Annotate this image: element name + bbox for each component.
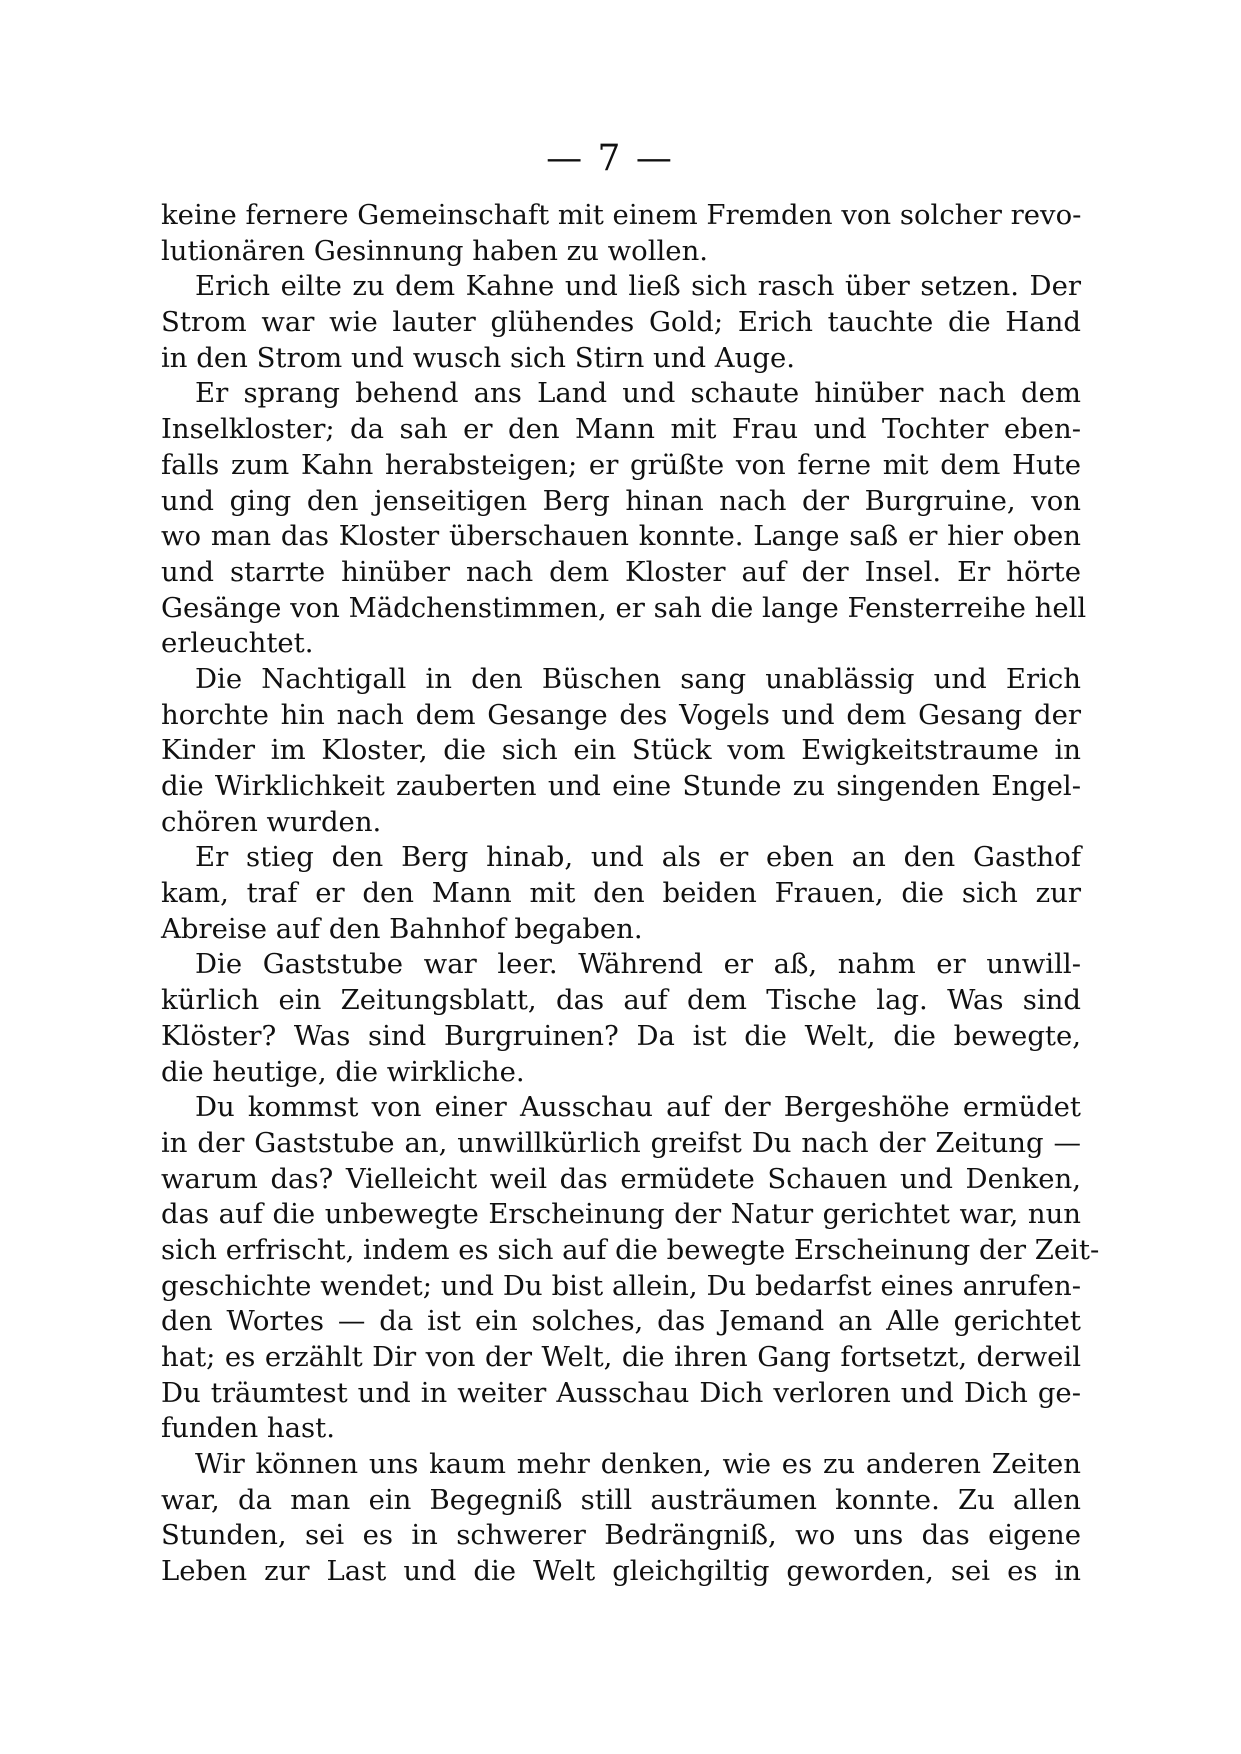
text-line: Abreise auf den Bahnhof begaben. <box>161 912 643 945</box>
text-line: Erich eilte zu dem Kahne und ließ sich rasch über setzen. Der <box>195 270 1081 303</box>
text-line: den Wortes — da ist ein solches, das Jemand an Alle gerichtet <box>161 1305 1081 1338</box>
text-line: Er stieg den Berg hinab, und als er eben an den Gasthof <box>195 841 1081 874</box>
text-line: Klöster? Was sind Burgruinen? Da ist die Welt, die bewegte, <box>161 1019 1081 1052</box>
text-line: funden hast. <box>161 1412 335 1445</box>
text-line: Du kommst von einer Ausschau auf der Bergeshöhe ermüdet <box>195 1091 1081 1124</box>
text-line: und starrte hinüber nach dem Kloster auf der Insel. Er hörte <box>161 555 1081 588</box>
text-line: sich erfrischt, indem es sich auf die bewegte Erscheinung der Zeit- <box>161 1233 1100 1266</box>
text-line: in der Gaststube an, unwillkürlich greifst Du nach der Zeitung — <box>161 1126 1081 1159</box>
text-line: Wir können uns kaum mehr denken, wie es zu anderen Zeiten <box>195 1448 1081 1481</box>
text-line: die heutige, die wirkliche. <box>161 1055 525 1088</box>
text-line: hat; es erzählt Dir von der Welt, die ihren Gang fortsetzt, derweil <box>161 1341 1081 1373</box>
text-line: Kinder im Kloster, die sich ein Stück vom Ewigkeitstraume in <box>161 734 1081 767</box>
text-line: Inselkloster; da sah er den Mann mit Frau und Tochter eben- <box>161 413 1081 446</box>
page-number: — 7 — <box>546 138 674 179</box>
text-line: Er sprang behend ans Land und schaute hinüber nach dem <box>195 377 1081 410</box>
text-line: erleuchtet. <box>161 627 314 660</box>
text-line: kürlich ein Zeitungsblatt, das auf dem Tische lag. Was sind <box>161 984 1081 1017</box>
body-text <box>161 198 1100 1590</box>
text-line: die Wirklichkeit zauberten und eine Stunde zu singenden Engel- <box>161 770 1081 802</box>
text-line: Leben zur Last und die Welt gleichgiltig geworden, sei es in <box>161 1555 1081 1588</box>
text-line: Du träumtest und in weiter Ausschau Dich verloren und Dich ge- <box>161 1376 1081 1409</box>
text-line: war, da man ein Begegniß still austräumen konnte. Zu allen <box>161 1483 1081 1516</box>
text-line: Strom war wie lauter glühendes Gold; Erich tauchte die Hand <box>161 306 1081 339</box>
text-line: das auf die unbewegte Erscheinung der Natur gerichtet war, nun <box>161 1198 1081 1231</box>
text-line: chören wurden. <box>161 805 382 838</box>
text-line: wo man das Kloster überschauen konnte. Lange saß er hier oben <box>161 520 1081 553</box>
text-line: und ging den jenseitigen Berg hinan nach der Burgruine, von <box>161 484 1081 517</box>
text-line: Die Gaststube war leer. Während er aß, nahm er unwill- <box>195 948 1081 981</box>
text-line: Gesänge von Mädchenstimmen, er sah die lange Fensterreihe hell <box>161 591 1087 624</box>
text-line: horchte hin nach dem Gesange des Vogels und dem Gesang der <box>161 698 1081 731</box>
text-line: falls zum Kahn herabsteigen; er grüßte von ferne mit dem Hute <box>161 448 1081 481</box>
text-line: keine fernere Gemeinschaft mit einem Fremden von solcher revo- <box>161 199 1082 231</box>
text-line: Die Nachtigall in den Büschen sang unablässig und Erich <box>195 662 1081 695</box>
text-line: kam, traf er den Mann mit den beiden Frauen, die sich zur <box>161 877 1081 910</box>
text-line: Stunden, sei es in schwerer Bedrängniß, wo uns das eigene <box>161 1519 1081 1552</box>
text-line: warum das? Vielleicht weil das ermüdete Schauen und Denken, <box>161 1162 1081 1195</box>
text-line: geschichte wendet; und Du bist allein, Du bedarfst eines anrufen- <box>161 1269 1081 1302</box>
text-line: lutionären Gesinnung haben zu wollen. <box>161 234 709 267</box>
text-line: in den Strom und wusch sich Stirn und Auge. <box>161 341 795 374</box>
